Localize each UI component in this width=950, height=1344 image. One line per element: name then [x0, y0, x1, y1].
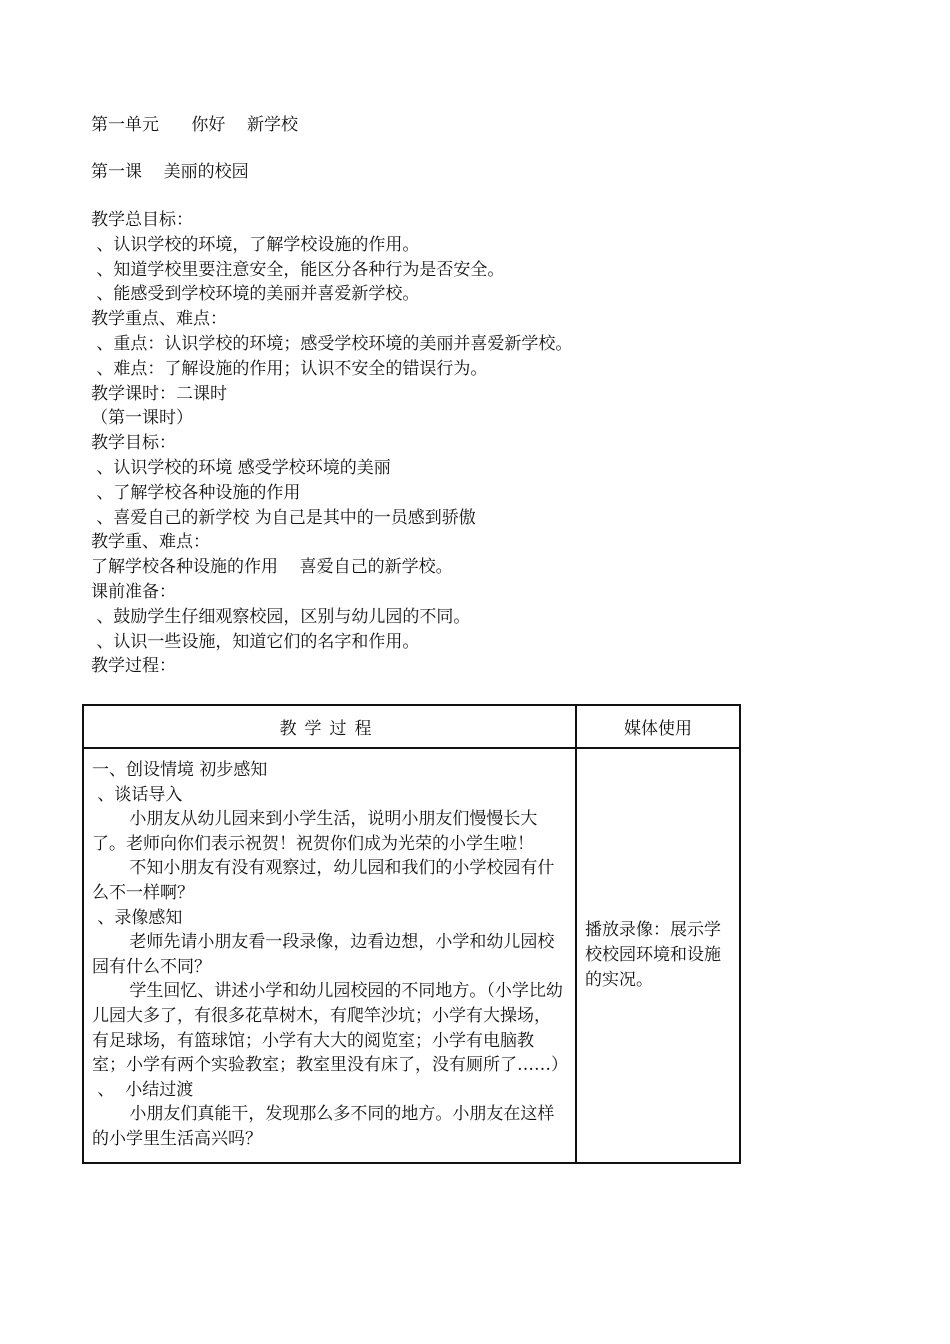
header-teaching-process: 教学过程 [83, 705, 576, 748]
key-points-heading: 教学重点、难点： [91, 309, 227, 330]
header-media-use: 媒体使用 [576, 705, 740, 748]
goal-item: 、了解学校各种设施的作用 [91, 482, 301, 503]
table-row [83, 748, 740, 1163]
lesson-plan-body [91, 208, 572, 679]
step-paragraph: 老师先请小朋友看一段录像，边看边想，小学和幼儿园校园有什么不同？ [92, 932, 555, 977]
goal-item: 、认识学校的环境 感受学校环境的美丽 [91, 457, 391, 478]
lesson-title: 第一课 美丽的校园 [91, 162, 249, 182]
overall-goal-item: 、认识学校的环境，了解学校设施的作用。 [91, 234, 420, 255]
overall-goal-item: 、能感受到学校环境的美丽并喜爱新学校。 [91, 284, 420, 305]
goal-item: 、喜爱自己的新学校 为自己是其中的一员感到骄傲 [91, 507, 476, 528]
step-paragraph: 不知小朋友有没有观察过，幼儿园和我们的小学校园有什么不一样啊？ [92, 858, 555, 903]
overall-goals-heading: 教学总目标： [91, 210, 193, 230]
preparation-item: 、鼓励学生仔细观察校园，区别与幼儿园的不同。 [91, 606, 471, 627]
section-title: 一、创设情境 初步感知 [92, 760, 268, 780]
preparation-item: 、认识一些设施，知道它们的名字和作用。 [91, 631, 420, 652]
unit-title: 第一单元 你好 新学校 [91, 115, 299, 135]
process-heading: 教学过程： [91, 656, 176, 677]
key-point-item: 、重点：认识学校的环境；感受学校环境的美丽并喜爱新学校。 [91, 333, 573, 354]
overall-goal-item: 、知道学校里要注意安全，能区分各种行为是否安全。 [91, 259, 505, 280]
step-paragraph: 小朋友们真能干，发现那么多不同的地方。小朋友在这样的小学里生活高兴吗？ [92, 1104, 555, 1149]
table-header-row [83, 705, 740, 748]
goals-heading: 教学目标： [91, 433, 176, 454]
teaching-hours: 教学课时：二课时 [91, 383, 227, 404]
session-key-text: 了解学校各种设施的作用 喜爱自己的新学校。 [91, 557, 453, 578]
step-title: 、谈话导入 [92, 784, 183, 805]
session-label: （第一课时） [91, 408, 193, 429]
process-cell [83, 748, 576, 1163]
step-title: 、录像感知 [92, 907, 183, 928]
step-paragraph: 小朋友从幼儿园来到小学生活，说明小朋友们慢慢长大了。老师向你们表示祝贺！祝贺你们成为光荣的小学生啦！ [92, 809, 538, 854]
session-key-heading: 教学重、难点： [91, 532, 210, 553]
step-paragraph: 学生回忆、讲述小学和幼儿园校园的不同地方。（小学比幼儿园大多了，有很多花草树木，有爬竿沙坑；小学有大操场，有足球场，有篮球馆；小学有大大的阅览室；小学有电脑教室；小学有两个实验教室；教室里没有床了，没有厕所了……） [92, 981, 568, 1076]
media-cell: 播放录像：展示学校校园环境和设施的实况。 [576, 748, 740, 1163]
preparation-heading: 课前准备： [91, 581, 176, 602]
step-title: 、 小结过渡 [92, 1079, 194, 1100]
teaching-process-table [82, 704, 741, 1164]
key-point-item: 、难点：了解设施的作用；认识不安全的错误行为。 [91, 358, 488, 379]
